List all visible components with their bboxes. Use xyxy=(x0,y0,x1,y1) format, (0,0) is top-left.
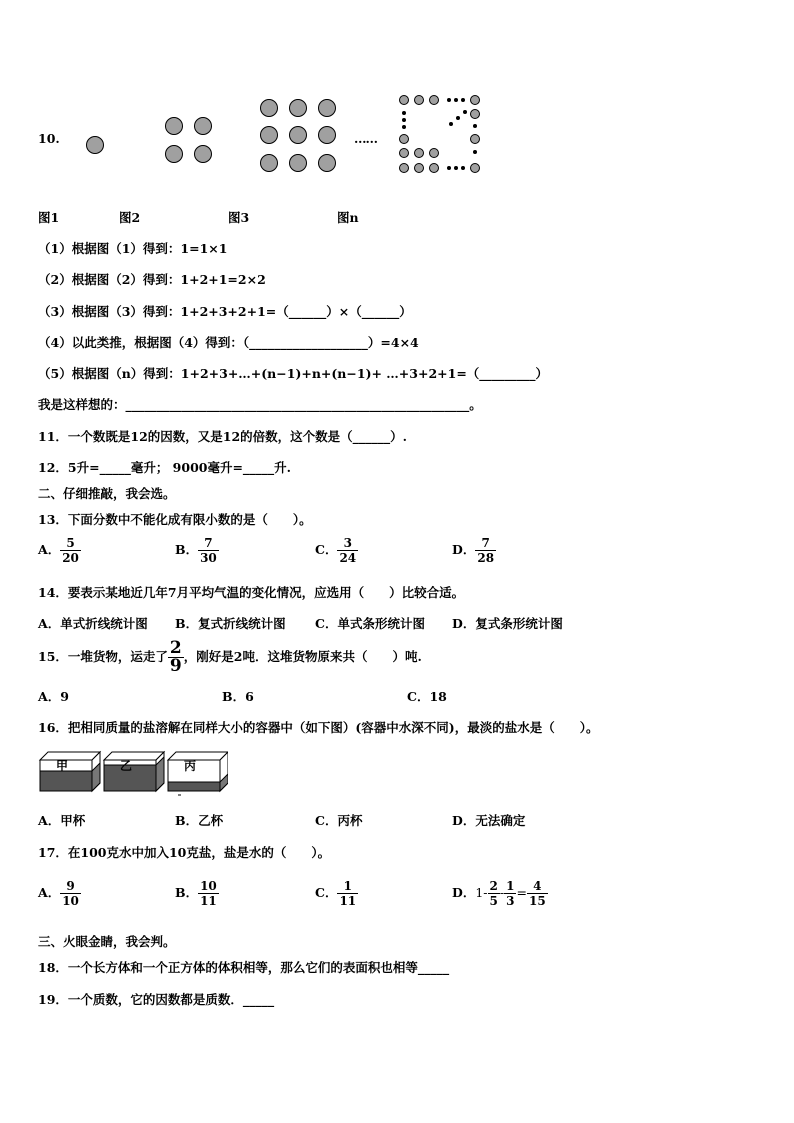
q16-option-b: B．乙杯 xyxy=(175,813,224,828)
q16-option-c: C．丙杯 xyxy=(315,813,363,828)
q15-stem: 15．一堆货物，运走了 $\frac{2}{9}$ ，刚好是2吨．这堆货物原来共（ ）吨. xyxy=(38,638,422,676)
section-3-heading: 三、火眼金睛，我会判。 xyxy=(38,934,176,949)
q19: 19．一个质数，它的因数都是质数．_____ xyxy=(38,992,275,1007)
q10-thought: 我是这样想的：_______________________________________________________。 xyxy=(38,397,482,412)
ellipsis: …… xyxy=(354,131,377,146)
q16-option-a: A．甲杯 xyxy=(38,813,86,828)
q16-stem: 16．把相同质量的盐溶解在同样大小的容器中（如下图）(容器中水深不同)，最淡的盐水是（ ）。 xyxy=(38,720,599,735)
q10-line-1: （1）根据图（1）得到：1=1×1 xyxy=(38,241,228,256)
q14-stem: 14．要表示某地近几年7月平均气温的变化情况，应选用（ ）比较合适。 xyxy=(38,585,465,600)
q17-stem: 17．在100克水中加入10克盐，盐是水的（ ）。 xyxy=(38,845,331,860)
q13-option-a: A． $\frac{5}{20}$ xyxy=(38,536,79,565)
fig-label-2: 图2 xyxy=(119,210,141,225)
dot xyxy=(86,136,104,154)
q14-option-c: C．单式条形统计图 xyxy=(315,616,425,631)
q10-line-4: （4）以此类推，根据图（4）得到：（___________________）=4×4 xyxy=(38,335,419,350)
q10-number: 10. xyxy=(38,131,60,146)
dot xyxy=(165,117,183,135)
cup-label-bing: 丙 xyxy=(184,759,197,773)
q15-option-b: B．6 xyxy=(222,689,254,704)
q17-option-c: C． $\frac{1}{11}$ xyxy=(315,879,357,908)
q15-option-c: C．18 xyxy=(407,689,447,704)
q10-line-3: （3）根据图（3）得到：1+2+3+2+1=（______）×（______） xyxy=(38,304,412,319)
q10-line-2: （2）根据图（2）得到：1+2+1=2×2 xyxy=(38,272,266,287)
dot xyxy=(194,145,212,163)
q14-option-a: A．单式折线统计图 xyxy=(38,616,148,631)
q13-option-d: D． $\frac{7}{28}$ xyxy=(452,536,495,565)
q13-stem: 13．下面分数中不能化成有限小数的是（ ）。 xyxy=(38,512,312,527)
q17-option-b: B． $\frac{10}{11}$ xyxy=(175,879,217,908)
q16-option-d: D．无法确定 xyxy=(452,813,526,828)
container-bing xyxy=(168,752,228,795)
q15-option-a: A．9 xyxy=(38,689,69,704)
fig-label-3: 图3 xyxy=(228,210,250,225)
fig-label-1: 图1 xyxy=(38,210,60,225)
q14-option-b: B．复式折线统计图 xyxy=(175,616,286,631)
dot xyxy=(194,117,212,135)
cup-label-jia: 甲 xyxy=(56,759,69,773)
q13-option-c: C． $\frac{3}{24}$ xyxy=(315,536,357,565)
q12: 12．5升=_____毫升； 9000毫升=_____升. xyxy=(38,460,292,475)
q10-line-5: （5）根据图（n）得到：1+2+3+…+(n−1)+n+(n−1)+ …+3+2+1=（_________） xyxy=(38,366,549,381)
q13-option-b: B． $\frac{7}{30}$ xyxy=(175,536,217,565)
dot xyxy=(165,145,183,163)
q17-option-d: D．1- $\frac{2}{5}$ - $\frac{1}{3}$ = $\frac{4}{15}$ xyxy=(452,879,546,908)
q18: 18．一个长方体和一个正方体的体积相等，那么它们的表面积也相等_____ xyxy=(38,960,450,975)
q17-option-a: A． $\frac{9}{10}$ xyxy=(38,879,79,908)
q14-option-d: D．复式条形统计图 xyxy=(452,616,563,631)
container-yi xyxy=(104,752,164,791)
section-2-heading: 二、仔细推敲，我会选。 xyxy=(38,486,176,501)
container-jia xyxy=(40,752,100,791)
q11: 11．一个数既是12的因数，又是12的倍数，这个数是（______）. xyxy=(38,429,408,444)
cup-label-yi: 乙 xyxy=(120,759,133,773)
fig-label-n: 图n xyxy=(337,210,359,225)
